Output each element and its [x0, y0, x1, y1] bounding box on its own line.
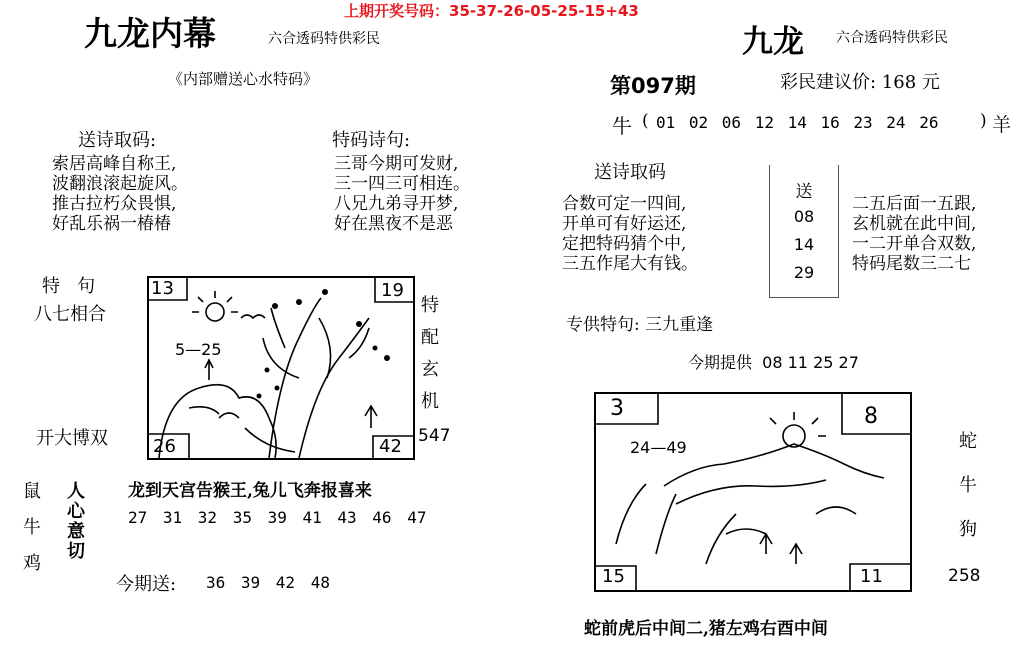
right-side-number: 258 — [948, 566, 981, 586]
poem-line: 开单可有好运还, — [562, 214, 687, 234]
poem-line: 索居高峰自称王, — [52, 154, 177, 174]
vertical-char: 人 — [67, 481, 85, 502]
right-poem-heading: 送诗取码 — [594, 162, 666, 183]
vertical-char: 狗 — [959, 519, 977, 540]
left-poem2-heading: 特码诗句: — [332, 130, 411, 151]
sketch-corner-tl: 13 — [151, 278, 174, 299]
gift-number: 08 — [793, 207, 815, 226]
poem-line: 波翻浪滚起旋风。 — [52, 174, 188, 194]
zodiac-number-row — [612, 110, 1022, 136]
right-bottom-verse: 蛇前虎后中间二,猪左鸡右酉中间 — [584, 619, 828, 639]
vertical-char: 蛇 — [959, 431, 977, 452]
left-side-number: 547 — [418, 426, 451, 446]
suggested-price: 彩民建议价: 168 元 — [780, 72, 940, 93]
sketch-corner-tr: 8 — [864, 404, 878, 429]
poem-line: 八兄九弟寻开梦, — [334, 194, 459, 214]
poem-line: 推古拉朽众畏惧, — [52, 194, 177, 214]
vertical-char: 心 — [67, 501, 85, 522]
poem-line: 三哥今期可发财, — [334, 154, 459, 174]
sketch-inner-text: 24—49 — [630, 438, 687, 457]
left-today-numbers: 36 39 42 48 — [206, 573, 330, 592]
right-today-provide: 今期提供 08 11 25 27 — [688, 353, 859, 372]
right-sketch — [594, 392, 912, 592]
left-poem2 — [334, 154, 470, 234]
poem-line: 一二开单合双数, — [852, 234, 977, 254]
poem-line: 特码尾数三二七 — [852, 254, 971, 274]
left-special-phrase: 八七相合 — [34, 304, 106, 325]
last-draw-banner: 上期开奖号码：35-37-26-05-25-15+43 — [344, 2, 639, 20]
left-verse: 龙到天宫告猴王,兔儿飞奔报喜来 — [128, 481, 372, 501]
poem-line: 好乱乐祸一椿椿 — [52, 214, 171, 234]
vertical-char: 鼠 — [23, 481, 41, 502]
left-heart-col — [64, 482, 88, 562]
sketch-inner-text: 5—25 — [175, 340, 222, 359]
sketch-corner-tl: 3 — [610, 396, 624, 421]
gift-number: 29 — [793, 263, 815, 282]
left-sketch — [147, 276, 415, 460]
vertical-char: 牛 — [23, 517, 41, 538]
poem-line: 定把特码猜个中, — [562, 234, 687, 254]
gift-label: 送 — [795, 182, 813, 202]
gift-number: 14 — [793, 235, 815, 254]
vertical-char: 鸡 — [23, 553, 41, 574]
vertical-char: 特 — [421, 295, 439, 316]
sketch-corner-br: 42 — [379, 436, 402, 457]
right-poem2 — [852, 194, 976, 274]
vertical-char: 配 — [421, 327, 439, 348]
right-title: 九龙 — [742, 24, 804, 60]
zodiac-left: 牛 — [612, 114, 632, 138]
left-vertical-side — [418, 290, 442, 418]
sketch-corner-bl: 26 — [153, 436, 176, 457]
sketch-corner-bl: 15 — [602, 566, 625, 587]
poem-line: 玄机就在此中间, — [852, 214, 977, 234]
vertical-char: 玄 — [421, 359, 439, 380]
sketch-corner-br: 11 — [860, 566, 883, 587]
right-special-phrase: 专供特句: 三九重逢 — [566, 315, 714, 335]
left-number-list: 27 31 32 35 39 41 43 46 47 — [128, 508, 427, 527]
sketch-corner-tr: 19 — [381, 280, 404, 301]
left-zodiac-col — [20, 474, 44, 582]
vertical-char: 意 — [67, 521, 85, 542]
vertical-char: 牛 — [959, 475, 977, 496]
left-sketch-drawing — [149, 278, 413, 458]
poem-line: 二五后面一五跟, — [852, 194, 977, 214]
right-poem — [562, 194, 698, 274]
left-subtitle: 六合透码特供彩民 — [268, 31, 380, 47]
zodiac-right: 羊 — [992, 114, 1012, 136]
left-today-label: 今期送: — [116, 574, 177, 595]
left-poem1 — [52, 154, 188, 234]
zodiac-numbers: 01 02 06 12 14 16 23 24 26 — [656, 113, 939, 132]
right-subtitle: 六合透码特供彩民 — [836, 30, 948, 46]
left-gift-line: 《内部赠送心水特码》 — [168, 70, 319, 88]
right-vertical-side — [956, 420, 980, 552]
poem-line: 合数可定一四间, — [562, 194, 687, 214]
right-sketch-drawing — [596, 394, 910, 590]
paren-close: ) — [980, 111, 987, 131]
issue-number: 第097期 — [610, 74, 696, 98]
vertical-char: 切 — [67, 541, 85, 562]
gift-number-column — [769, 165, 839, 298]
paren-open: ( — [642, 111, 649, 131]
left-big-text: 开大博双 — [36, 428, 108, 449]
left-special-heading: 特 句 — [42, 276, 96, 297]
poem-line: 三五作尾大有钱。 — [562, 254, 698, 274]
poem-line: 三一四三可相连。 — [334, 174, 470, 194]
vertical-char: 机 — [421, 391, 439, 412]
left-poem1-heading: 送诗取码: — [78, 130, 157, 151]
poem-line: 好在黑夜不是恶 — [334, 214, 453, 234]
left-title: 九龙内幕 — [84, 14, 216, 53]
